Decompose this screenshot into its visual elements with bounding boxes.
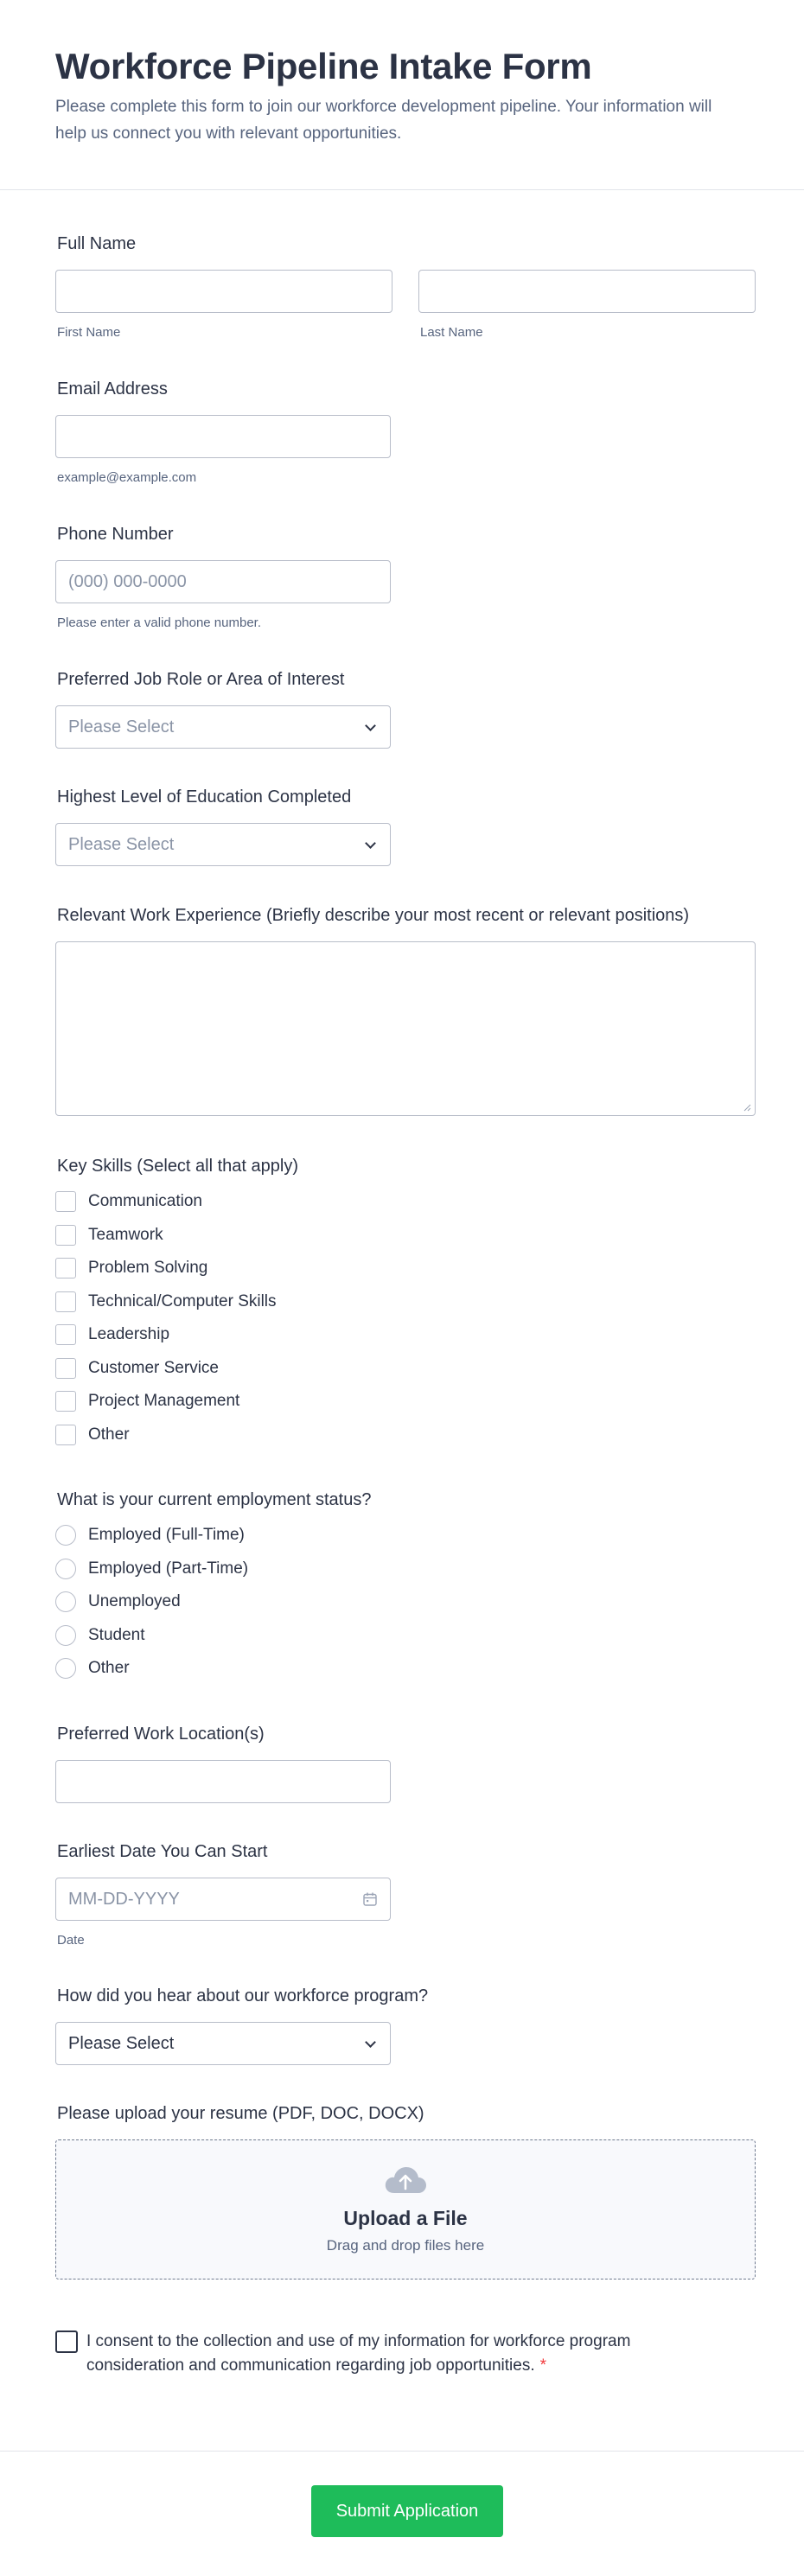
skill-option[interactable]: Problem Solving — [55, 1252, 298, 1285]
checkbox[interactable] — [55, 1191, 76, 1212]
employment-option[interactable]: Employed (Part-Time) — [55, 1553, 371, 1586]
file-upload-dropzone[interactable] — [55, 2139, 756, 2280]
skills-options — [55, 1185, 298, 1451]
skill-option[interactable]: Technical/Computer Skills — [55, 1285, 298, 1319]
required-mark: * — [539, 2356, 547, 2375]
calendar-icon[interactable] — [362, 1891, 378, 1907]
upload-title: Upload a File — [343, 2206, 468, 2229]
first-name-input[interactable] — [55, 270, 392, 313]
skill-option[interactable]: Communication — [55, 1185, 298, 1219]
experience-textarea[interactable] — [55, 941, 756, 1116]
education-field — [55, 787, 391, 866]
consent-label: I consent to the collection and use of my information for workforce program consideration and communication regarding job opportunities. * — [86, 2332, 631, 2375]
resize-grip-icon[interactable] — [743, 1103, 751, 1112]
skill-option[interactable]: Other — [55, 1419, 298, 1452]
skill-option[interactable]: Project Management — [55, 1385, 298, 1419]
radio-button[interactable] — [55, 1525, 76, 1546]
education-label: Highest Level of Education Completed — [57, 787, 352, 807]
education-selected: Please Select — [68, 834, 175, 854]
skills-field — [55, 1156, 298, 1451]
job-role-select[interactable] — [55, 705, 391, 749]
checkbox[interactable] — [55, 1425, 76, 1445]
form-header — [0, 0, 804, 190]
employment-option[interactable]: Unemployed — [55, 1585, 371, 1619]
location-field — [55, 1724, 391, 1803]
experience-label: Relevant Work Experience (Briefly describe your most recent or relevant positions) — [57, 906, 690, 925]
employment-field — [55, 1489, 371, 1686]
checkbox[interactable] — [55, 1291, 76, 1312]
phone-sublabel: Please enter a valid phone number. — [57, 615, 261, 630]
phone-label: Phone Number — [57, 525, 174, 544]
first-name-sublabel: First Name — [57, 325, 121, 340]
full-name-field — [55, 233, 756, 341]
location-input[interactable] — [55, 1760, 391, 1803]
submit-button[interactable]: Submit Application — [311, 2485, 503, 2537]
last-name-input[interactable] — [418, 270, 756, 313]
referral-label: How did you hear about our workforce program? — [57, 1986, 429, 2005]
chevron-down-icon — [364, 838, 378, 851]
form-footer — [0, 2451, 804, 2576]
upload-hint: Drag and drop files here — [326, 2236, 485, 2254]
start-date-input[interactable]: MM-DD-YYYY — [55, 1878, 391, 1921]
checkbox[interactable] — [55, 1324, 76, 1345]
email-label: Email Address — [57, 379, 168, 399]
phone-input[interactable]: (000) 000-0000 — [55, 560, 391, 603]
employment-options — [55, 1519, 371, 1686]
form-title: Workforce Pipeline Intake Form — [55, 46, 592, 86]
radio-button[interactable] — [55, 1625, 76, 1646]
consent-checkbox[interactable] — [55, 2331, 78, 2353]
checkbox[interactable] — [55, 1258, 76, 1278]
chevron-down-icon — [364, 2037, 378, 2050]
employment-option[interactable]: Employed (Full-Time) — [55, 1519, 371, 1553]
cloud-upload-icon — [384, 2165, 427, 2195]
radio-button[interactable] — [55, 1559, 76, 1579]
full-name-label: Full Name — [57, 234, 137, 253]
start-date-label: Earliest Date You Can Start — [57, 1842, 268, 1861]
education-select[interactable] — [55, 823, 391, 866]
job-role-selected: Please Select — [68, 717, 175, 736]
radio-button[interactable] — [55, 1591, 76, 1612]
email-sublabel: example@example.com — [57, 470, 197, 485]
employment-label: What is your current employment status? — [57, 1490, 372, 1509]
resume-field — [55, 2103, 756, 2280]
employment-option[interactable]: Other — [55, 1652, 371, 1686]
skill-option[interactable]: Leadership — [55, 1318, 298, 1352]
skill-option[interactable]: Teamwork — [55, 1219, 298, 1253]
form-description: Please complete this form to join our workforce development pipeline. Your information will help us connect you with relevant opportunities. — [55, 98, 712, 143]
resume-label: Please upload your resume (PDF, DOC, DOCX) — [57, 2104, 424, 2123]
checkbox[interactable] — [55, 1391, 76, 1412]
email-field — [55, 379, 391, 486]
job-role-field — [55, 669, 391, 749]
experience-field — [55, 905, 756, 1116]
phone-field — [55, 524, 391, 631]
referral-selected: Please Select — [68, 2033, 175, 2053]
email-input[interactable] — [55, 415, 391, 458]
job-role-label: Preferred Job Role or Area of Interest — [57, 670, 345, 689]
radio-button[interactable] — [55, 1658, 76, 1679]
start-date-sublabel: Date — [57, 1933, 85, 1948]
chevron-down-icon — [364, 720, 378, 734]
consent-field — [55, 2330, 660, 2378]
checkbox[interactable] — [55, 1225, 76, 1246]
location-label: Preferred Work Location(s) — [57, 1725, 265, 1744]
employment-option[interactable]: Student — [55, 1619, 371, 1653]
skill-option[interactable]: Customer Service — [55, 1352, 298, 1386]
referral-select[interactable] — [55, 2022, 391, 2065]
start-date-field — [55, 1841, 391, 1948]
skills-label: Key Skills (Select all that apply) — [57, 1157, 299, 1176]
referral-field — [55, 1986, 428, 2065]
last-name-sublabel: Last Name — [420, 325, 483, 340]
checkbox[interactable] — [55, 1358, 76, 1379]
